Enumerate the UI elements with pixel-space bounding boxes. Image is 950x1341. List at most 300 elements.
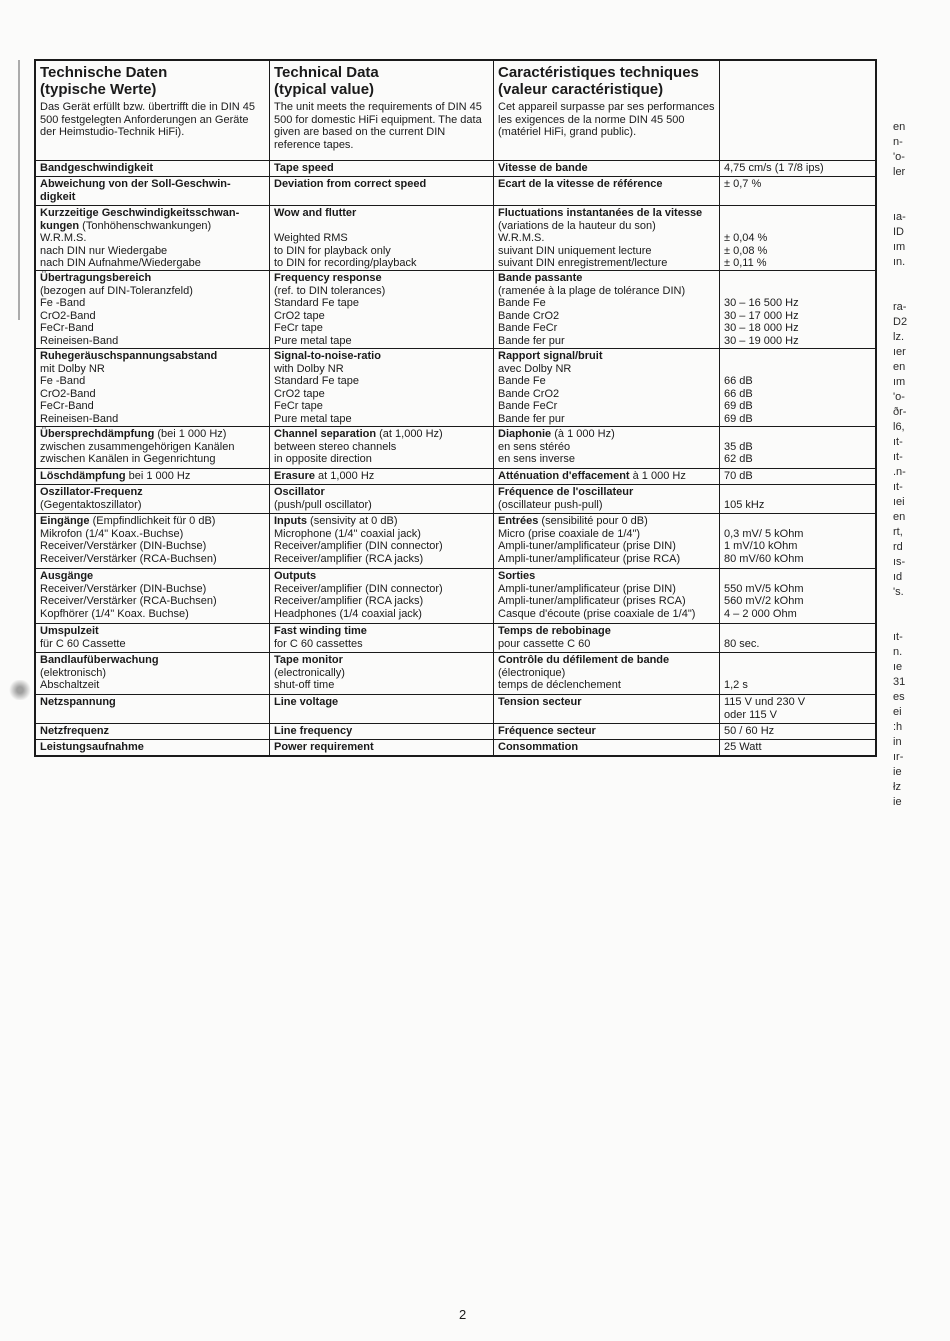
- spec-line: Bande Fe: [498, 297, 546, 309]
- spec-cell-de: [36, 624, 269, 652]
- spec-line: Ampli-tuner/amplificateur (prise RCA): [498, 552, 681, 565]
- spec-line: Tape speed: [274, 162, 334, 174]
- margin-fragment: .n-: [893, 466, 906, 478]
- spec-cell-en: [269, 271, 493, 348]
- spec-line: Übersprechdämpfung (bei 1 000 Hz): [40, 428, 227, 440]
- margin-fragment: ıe: [893, 661, 903, 673]
- spec-line: Tension secteur: [498, 696, 582, 708]
- spec-line: (électronique): [498, 666, 566, 679]
- spec-cell-de: [36, 427, 269, 468]
- spec-row: [36, 349, 875, 427]
- spec-line: 62 dB: [724, 453, 753, 465]
- spec-line: Channel separation (at 1,000 Hz): [274, 428, 443, 440]
- spec-line: Consommation: [498, 741, 579, 753]
- spec-line: nach DIN Aufnahme/Wiedergabe: [40, 257, 201, 269]
- margin-fragment: rt,: [893, 526, 903, 538]
- spec-line: Ecart de la vitesse de référence: [498, 178, 663, 190]
- spec-line: digkeit: [40, 190, 76, 203]
- spec-line: Standard Fe tape: [274, 297, 360, 309]
- spec-line: [724, 486, 871, 499]
- spec-line: Übertragungsbereich: [40, 272, 152, 284]
- spec-line: between stereo channels: [274, 440, 397, 453]
- spec-line: kungen (Tonhöhenschwankungen): [40, 219, 212, 232]
- spec-line: Bande CrO2: [498, 309, 560, 322]
- spec-cell-val: [719, 569, 875, 623]
- spec-line: Bandlaufüberwachung: [40, 654, 159, 666]
- spec-cell-fr: [493, 271, 719, 348]
- spec-line: Bande fer pur: [498, 412, 565, 425]
- spec-line: to DIN for recording/playback: [274, 257, 417, 269]
- spec-line: Pure metal tape: [274, 334, 352, 347]
- spec-line: suivant DIN enregistrement/lecture: [498, 257, 668, 269]
- spec-line: CrO2-Band: [40, 387, 96, 400]
- spec-line: oder 115 V: [724, 708, 778, 721]
- spec-line: Receiver/Verstärker (DIN-Buchse): [40, 540, 207, 552]
- spec-line: Fréquence de l'oscillateur: [498, 486, 634, 498]
- spec-row: [36, 177, 875, 206]
- spec-line: nach DIN nur Wiedergabe: [40, 244, 168, 257]
- margin-fragment: n.: [893, 646, 903, 658]
- spec-line: 25 Watt: [724, 741, 762, 753]
- spec-line: FeCr tape: [274, 322, 323, 334]
- spec-line: Fe -Band: [40, 297, 86, 309]
- margin-fragment: in: [893, 736, 902, 748]
- spec-line: Receiver/Verstärker (RCA-Buchsen): [40, 552, 217, 565]
- spec-cell-de: [36, 206, 269, 270]
- spec-line: in opposite direction: [274, 453, 372, 465]
- spec-line: Kopfhörer (1/4" Koax. Buchse): [40, 607, 189, 620]
- margin-fragment: ıs-: [893, 556, 906, 568]
- spec-cell-de: [36, 177, 269, 205]
- spec-line: Leistungsaufnahme: [40, 741, 144, 753]
- spec-line: Vitesse de bande: [498, 162, 588, 174]
- spec-cell-en: [269, 206, 493, 270]
- spec-line: Kurzzeitige Geschwindigkeitsschwan-: [40, 207, 240, 219]
- header-de-intro: Das Gerät erfüllt bzw. übertrifft die in DIN 45 500 festgelegten Anforderungen an Geräte der Heimstudio-Technik HiFi).: [40, 101, 255, 138]
- margin-fragment: [893, 285, 943, 300]
- spec-cell-de: [36, 161, 269, 176]
- margin-fragment: ıt-: [893, 436, 903, 448]
- header-en: [269, 61, 493, 160]
- spec-line: 115 V und 230 V: [724, 696, 806, 708]
- spec-line: Frequency response: [274, 272, 382, 284]
- spec-row: [36, 653, 875, 695]
- spec-cell-en: [269, 653, 493, 694]
- spec-cell-fr: [493, 724, 719, 739]
- header-de-title: Technische Daten (typische Werte): [40, 64, 168, 98]
- spec-line: Receiver/Verstärker (DIN-Buchse): [40, 582, 207, 595]
- spec-line: FeCr-Band: [40, 322, 94, 334]
- spec-row: [36, 469, 875, 485]
- margin-fragment: ie: [893, 766, 902, 778]
- spec-line: Bande fer pur: [498, 334, 565, 347]
- margin-text-fragments: [893, 120, 943, 810]
- spec-line: suivant DIN uniquement lecture: [498, 244, 652, 257]
- margin-fragment: lz.: [893, 331, 904, 343]
- spec-line: Bande passante: [498, 272, 583, 284]
- margin-fragment: ID: [893, 226, 904, 238]
- margin-fragment: :h: [893, 721, 903, 733]
- spec-line: [724, 272, 871, 285]
- spec-line: CrO2-Band: [40, 309, 96, 322]
- spec-line: Inputs (sensivity at 0 dB): [274, 515, 398, 527]
- margin-fragment: [893, 600, 943, 615]
- spec-line: 4 – 2 000 Ohm: [724, 607, 797, 620]
- spec-line: 70 dB: [724, 470, 753, 482]
- spec-cell-val: [719, 427, 875, 468]
- spec-cell-fr: [493, 161, 719, 176]
- spec-line: to DIN for playback only: [274, 244, 391, 257]
- spec-line: Weighted RMS: [274, 232, 348, 244]
- spec-row: [36, 514, 875, 569]
- spec-line: Umspulzeit: [40, 625, 99, 637]
- spec-line: Ausgänge: [40, 570, 94, 582]
- margin-fragment: ır-: [893, 751, 904, 763]
- spec-line: [724, 570, 871, 583]
- spec-cell-val: [719, 485, 875, 513]
- spec-cell-fr: [493, 740, 719, 755]
- spec-line: Fe -Band: [40, 375, 86, 387]
- spec-line: Netzspannung: [40, 696, 116, 708]
- spec-line: 35 dB: [724, 440, 753, 453]
- margin-fragment: ıt-: [893, 481, 903, 493]
- spec-line: Reineisen-Band: [40, 334, 119, 347]
- spec-line: for C 60 cassettes: [274, 637, 363, 650]
- spec-line: en sens inverse: [498, 453, 576, 465]
- spec-cell-fr: [493, 695, 719, 723]
- spec-line: (ref. to DIN tolerances): [274, 284, 386, 297]
- spec-cell-de: [36, 740, 269, 755]
- spec-cell-en: [269, 624, 493, 652]
- spec-line: [724, 350, 871, 363]
- spec-line: Ampli-tuner/amplificateur (prise DIN): [498, 540, 676, 552]
- spec-cell-val: [719, 271, 875, 348]
- spec-line: (electronically): [274, 666, 345, 679]
- spec-line: ± 0,11 %: [724, 257, 767, 269]
- spec-cell-val: [719, 514, 875, 568]
- spec-line: 69 dB: [724, 400, 753, 412]
- margin-fragment: ıer: [893, 346, 906, 358]
- spec-cell-fr: [493, 514, 719, 568]
- spec-line: W.R.M.S.: [40, 232, 87, 244]
- page-number: 2: [459, 1307, 467, 1322]
- table-header: [36, 61, 875, 161]
- margin-fragment: ıd: [893, 571, 903, 583]
- spec-line: Oszillator-Frequenz: [40, 486, 143, 498]
- spec-line: Atténuation d'effacement à 1 000 Hz: [498, 470, 686, 482]
- spec-line: [724, 515, 871, 528]
- spec-line: Contrôle du défilement de bande: [498, 654, 670, 666]
- spec-line: FeCr tape: [274, 400, 323, 412]
- spec-line: 66 dB: [724, 375, 753, 387]
- spec-line: 50 / 60 Hz: [724, 725, 775, 737]
- spec-line: (variations de la hauteur du son): [498, 219, 656, 232]
- margin-fragment: rd: [893, 541, 903, 553]
- spec-cell-val: [719, 349, 875, 426]
- spec-line: en sens stéréo: [498, 440, 571, 453]
- spec-line: Wow and flutter: [274, 207, 357, 219]
- spec-line: zwischen Kanälen in Gegenrichtung: [40, 453, 216, 465]
- spec-line: Löschdämpfung bei 1 000 Hz: [40, 470, 191, 482]
- spec-line: Eingänge (Empfindlichkeit für 0 dB): [40, 515, 216, 527]
- margin-fragment: 'o-: [893, 391, 905, 403]
- spec-line: Bande FeCr: [498, 400, 558, 412]
- spec-cell-de: [36, 271, 269, 348]
- margin-fragment: [893, 180, 943, 195]
- spec-line: [724, 207, 871, 220]
- spec-cell-val: [719, 161, 875, 176]
- spec-line: Mikrofon (1/4" Koax.-Buchse): [40, 527, 184, 540]
- spec-cell-de: [36, 469, 269, 484]
- spec-line: Fréquence secteur: [498, 725, 596, 737]
- spec-line: Deviation from correct speed: [274, 178, 427, 190]
- header-values: [719, 61, 875, 160]
- spec-line: 80 sec.: [724, 637, 760, 650]
- spec-cell-val: [719, 177, 875, 205]
- spec-line: Line frequency: [274, 725, 353, 737]
- spec-line: Receiver/Verstärker (RCA-Buchsen): [40, 595, 217, 607]
- spec-line: Bande Fe: [498, 375, 546, 387]
- spec-line: 550 mV/5 kOhm: [724, 582, 804, 595]
- margin-fragment: ıt-: [893, 451, 903, 463]
- spec-cell-fr: [493, 624, 719, 652]
- margin-fragment: ın.: [893, 256, 906, 268]
- spec-cell-de: [36, 514, 269, 568]
- spec-line: Abschaltzeit: [40, 679, 100, 691]
- spec-cell-de: [36, 569, 269, 623]
- spec-cell-en: [269, 485, 493, 513]
- spec-line: Abweichung von der Soll-Geschwin-: [40, 178, 231, 190]
- spec-line: [724, 625, 871, 638]
- spec-line: FeCr-Band: [40, 400, 94, 412]
- spec-cell-en: [269, 740, 493, 755]
- spec-row: [36, 569, 875, 624]
- spec-line: Diaphonie (à 1 000 Hz): [498, 428, 615, 440]
- spec-row: [36, 161, 875, 177]
- spec-line: (elektronisch): [40, 666, 107, 679]
- spec-line: Line voltage: [274, 696, 339, 708]
- spec-line: [724, 220, 871, 233]
- spec-line: Outputs: [274, 570, 317, 582]
- margin-fragment: ler: [893, 166, 906, 178]
- spec-cell-en: [269, 514, 493, 568]
- spec-line: [724, 285, 871, 298]
- scan-smudge: [8, 680, 32, 700]
- spec-line: (oscillateur push-pull): [498, 498, 603, 511]
- spec-line: Reineisen-Band: [40, 412, 119, 425]
- spec-cell-en: [269, 349, 493, 426]
- spec-cell-val: [719, 469, 875, 484]
- margin-fragment: en: [893, 511, 906, 523]
- spec-line: (bezogen auf DIN-Toleranzfeld): [40, 284, 193, 297]
- spec-line: Micro (prise coaxiale de 1/4"): [498, 527, 641, 540]
- spec-line: (ramenée à la plage de tolérance DIN): [498, 284, 686, 297]
- spec-line: W.R.M.S.: [498, 232, 545, 244]
- spec-line: Receiver/amplifier (RCA jacks): [274, 552, 424, 565]
- header-fr-title: Caractéristiques techniques (valeur caractéristique): [498, 64, 699, 98]
- spec-line: 1 mV/10 kOhm: [724, 540, 798, 552]
- spec-line: Power requirement: [274, 741, 374, 753]
- spec-line: 560 mV/2 kOhm: [724, 595, 804, 607]
- spec-line: Oscillator: [274, 486, 325, 498]
- margin-fragment: łz: [893, 781, 901, 793]
- spec-line: Erasure at 1,000 Hz: [274, 470, 375, 482]
- spec-line: Ampli-tuner/amplificateur (prises RCA): [498, 595, 686, 607]
- margin-fragment: ra-: [893, 301, 907, 313]
- spec-row: [36, 485, 875, 514]
- spec-table: [34, 59, 877, 757]
- spec-row: [36, 427, 875, 469]
- spec-row: [36, 271, 875, 349]
- header-fr-intro: Cet appareil surpasse par ses performances les exigences de la norme DIN 45 500 (matériel HiFi, grand public).: [498, 101, 715, 138]
- spec-line: Receiver/amplifier (DIN connector): [274, 582, 443, 595]
- margin-fragment: 31: [893, 676, 906, 688]
- margin-fragment: 's.: [893, 586, 904, 598]
- margin-fragment: n-: [893, 136, 903, 148]
- spec-cell-en: [269, 177, 493, 205]
- spec-line: 69 dB: [724, 412, 753, 425]
- spec-line: mit Dolby NR: [40, 362, 105, 375]
- spec-cell-de: [36, 724, 269, 739]
- spec-cell-fr: [493, 349, 719, 426]
- margin-fragment: 'o-: [893, 151, 905, 163]
- margin-fragment: [893, 615, 943, 630]
- spec-line: für C 60 Cassette: [40, 637, 126, 650]
- spec-line: shut-off time: [274, 679, 335, 691]
- margin-fragment: ıt-: [893, 631, 903, 643]
- spec-line: Receiver/amplifier (DIN connector): [274, 540, 443, 552]
- spec-line: 105 kHz: [724, 498, 765, 511]
- spec-cell-en: [269, 469, 493, 484]
- spec-cell-fr: [493, 206, 719, 270]
- margin-fragment: en: [893, 361, 906, 373]
- spec-line: CrO2 tape: [274, 387, 325, 400]
- margin-fragment: ıei: [893, 496, 905, 508]
- spec-line: Signal-to-noise-ratio: [274, 350, 381, 362]
- spec-line: Rapport signal/bruit: [498, 350, 603, 362]
- spec-line: Ruhegeräuschspannungsabstand: [40, 350, 218, 362]
- spec-line: ± 0,08 %: [724, 244, 768, 257]
- spec-cell-val: [719, 724, 875, 739]
- spec-line: [724, 654, 871, 667]
- spec-line: Tape monitor: [274, 654, 343, 666]
- margin-fragment: ım: [893, 376, 906, 388]
- spec-line: Sorties: [498, 570, 536, 582]
- spec-line: with Dolby NR: [274, 362, 344, 375]
- spec-line: CrO2 tape: [274, 309, 325, 322]
- spec-line: Pure metal tape: [274, 412, 352, 425]
- spec-cell-val: [719, 624, 875, 652]
- spec-line: pour cassette C 60: [498, 637, 591, 650]
- spec-cell-fr: [493, 427, 719, 468]
- spec-rows: [36, 161, 875, 755]
- spec-line: 1,2 s: [724, 679, 748, 691]
- spec-cell-en: [269, 724, 493, 739]
- spec-cell-val: [719, 653, 875, 694]
- spec-cell-de: [36, 695, 269, 723]
- spec-row: [36, 740, 875, 755]
- spec-line: 0,3 mV/ 5 kOhm: [724, 527, 804, 540]
- margin-fragment: D2: [893, 316, 908, 328]
- spec-line: (push/pull oscillator): [274, 498, 372, 511]
- scan-edge: [18, 60, 20, 320]
- spec-row: [36, 624, 875, 653]
- header-en-title: Technical Data (typical value): [274, 64, 379, 98]
- spec-cell-en: [269, 161, 493, 176]
- spec-cell-val: [719, 206, 875, 270]
- spec-cell-en: [269, 695, 493, 723]
- spec-line: 80 mV/60 kOhm: [724, 552, 804, 565]
- spec-line: 30 – 17 000 Hz: [724, 309, 799, 322]
- spec-cell-en: [269, 427, 493, 468]
- spec-cell-val: [719, 740, 875, 755]
- header-en-intro: The unit meets the requirements of DIN 45 500 for domestic HiFi equipment. The data given are based on the current DIN reference tapes.: [274, 101, 482, 151]
- spec-line: Ampli-tuner/amplificateur (prise DIN): [498, 582, 676, 595]
- margin-fragment: ıa-: [893, 211, 906, 223]
- spec-line: Fast winding time: [274, 625, 367, 637]
- spec-line: 66 dB: [724, 387, 753, 400]
- spec-line: [724, 363, 871, 376]
- spec-line: Headphones (1/4 coaxial jack): [274, 607, 422, 620]
- spec-line: Entrées (sensibilité pour 0 dB): [498, 515, 648, 527]
- spec-cell-de: [36, 485, 269, 513]
- spec-line: [724, 428, 871, 441]
- spec-line: Casque d'écoute (prise coaxiale de 1/4"): [498, 607, 696, 620]
- spec-cell-en: [269, 569, 493, 623]
- spec-line: [724, 667, 871, 680]
- spec-row: [36, 206, 875, 271]
- spec-line: 4,75 cm/s (1 7/8 ips): [724, 162, 824, 174]
- spec-cell-de: [36, 653, 269, 694]
- spec-line: temps de déclenchement: [498, 679, 621, 691]
- spec-line: ± 0,7 %: [724, 178, 762, 190]
- header-fr: [493, 61, 719, 160]
- margin-fragment: en: [893, 121, 906, 133]
- spec-cell-fr: [493, 485, 719, 513]
- spec-line: avec Dolby NR: [498, 362, 572, 375]
- spec-line: Microphone (1/4" coaxial jack): [274, 527, 421, 540]
- spec-line: 30 – 19 000 Hz: [724, 334, 799, 347]
- margin-fragment: [893, 195, 943, 210]
- spec-line: Bande CrO2: [498, 387, 560, 400]
- spec-line: 30 – 18 000 Hz: [724, 322, 799, 334]
- spec-line: Bande FeCr: [498, 322, 558, 334]
- margin-fragment: ðr-: [893, 406, 907, 418]
- spec-cell-fr: [493, 653, 719, 694]
- spec-line: Fluctuations instantanées de la vitesse: [498, 207, 703, 219]
- margin-fragment: es: [893, 691, 905, 703]
- header-de: [36, 61, 269, 160]
- spec-line: Bandgeschwindigkeit: [40, 162, 154, 174]
- spec-line: Receiver/amplifier (RCA jacks): [274, 595, 424, 607]
- spec-line: 30 – 16 500 Hz: [724, 297, 799, 309]
- spec-line: Netzfrequenz: [40, 725, 110, 737]
- spec-cell-fr: [493, 569, 719, 623]
- spec-cell-val: [719, 695, 875, 723]
- spec-cell-fr: [493, 469, 719, 484]
- spec-line: zwischen zusammengehörigen Kanälen: [40, 440, 235, 453]
- margin-fragment: ım: [893, 241, 906, 253]
- spec-cell-fr: [493, 177, 719, 205]
- spec-cell-de: [36, 349, 269, 426]
- spec-line: Temps de rebobinage: [498, 625, 611, 637]
- spec-line: (Gegentaktoszillator): [40, 498, 142, 511]
- spec-line: Standard Fe tape: [274, 375, 360, 387]
- spec-row: [36, 724, 875, 740]
- margin-fragment: ei: [893, 706, 902, 718]
- spec-line: [274, 220, 489, 233]
- spec-line: ± 0,04 %: [724, 232, 768, 244]
